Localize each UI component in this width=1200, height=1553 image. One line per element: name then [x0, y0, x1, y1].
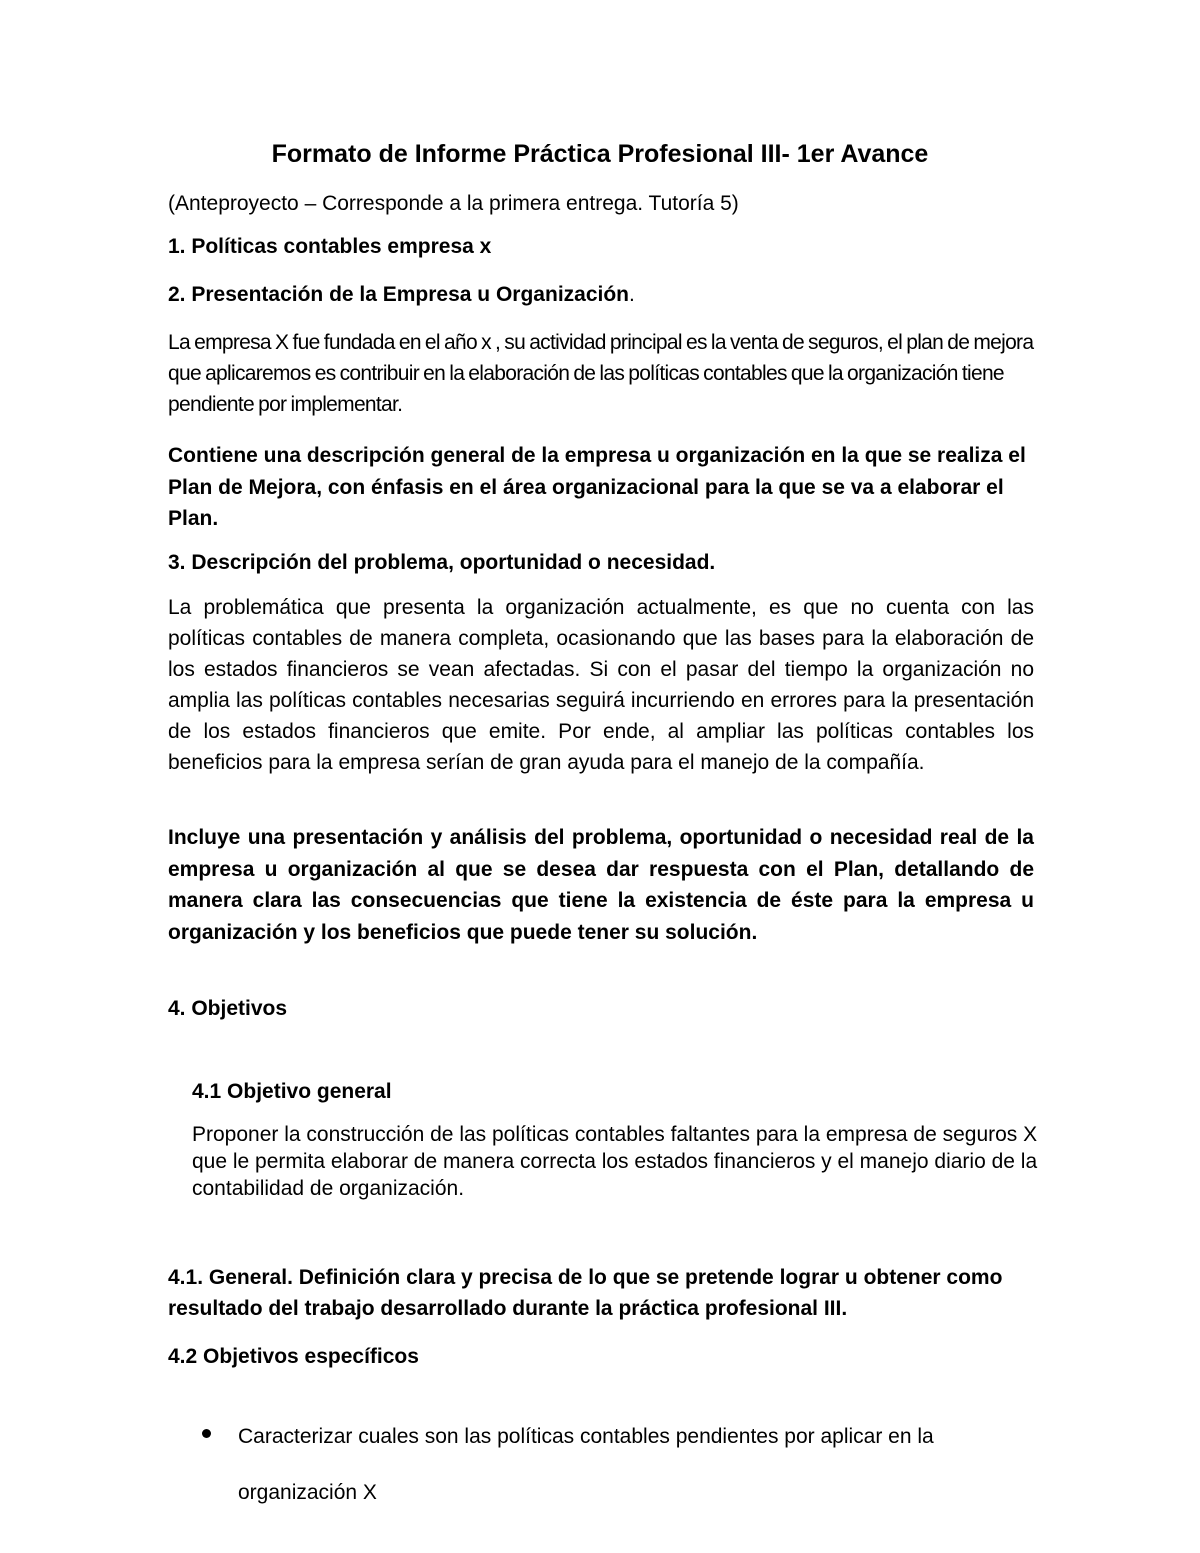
section-2-heading-line	[168, 281, 635, 309]
empresa-paragraph: La empresa X fue fundada en el año x , su actividad principal es la venta de seguros, el plan de mejora que aplicaremos es contribuir en la elaboración de las políticas contables que la organización tiene pendiente por implementar.	[168, 331, 1034, 416]
subtitle: (Anteproyecto – Corresponde a la primera entrega. Tutoría 5)	[168, 192, 739, 215]
section-4-heading: 4. Objetivos	[168, 997, 288, 1020]
incluye-instructions: Incluye una presentación y análisis del problema, oportunidad o necesidad real de la empresa u organización al que se desea dar respuesta con el Plan, detallando de manera clara las consecuencias que tiene la existencia de éste para la empresa u organización y los beneficios que puede tener su solución.	[168, 826, 1034, 944]
general-definition: 4.1. General. Definición clara y precisa de lo que se pretende lograr u obtener como resultado del trabajo desarrollado durante la práctica profesional III.	[168, 1266, 1003, 1320]
section-3-heading: 3. Descripción del problema, oportunidad o necesidad.	[168, 551, 716, 574]
objetivo-general-paragraph: Proponer la construcción de las políticas contables faltantes para la empresa de seguros X que le permita elaborar de manera correcta los estados financieros y el manejo diario de la contabilidad de organización.	[192, 1123, 1038, 1200]
section-4-2-heading: 4.2 Objetivos específicos	[168, 1345, 419, 1368]
section-4-1-heading: 4.1 Objetivo general	[192, 1080, 392, 1103]
bullet-icon	[202, 1429, 211, 1438]
problema-paragraph: La problemática que presenta la organización actualmente, es que no cuenta con las políticas contables de manera completa, ocasionando que las bases para la elaboración de los estados financieros se vean afectadas. Si con el pasar del tiempo la organización no amplia las políticas contables necesarias seguirá incurriendo en errores para la presentación de los estados financieros que emite. Por ende, al ampliar las políticas contables los beneficios para la empresa serían de gran ayuda para el manejo de la compañía.	[168, 596, 1034, 774]
section-2-heading-period: .	[629, 283, 635, 306]
section-2-heading: 2. Presentación de la Empresa u Organización	[168, 283, 629, 306]
document-title: Formato de Informe Práctica Profesional III- 1er Avance	[271, 140, 929, 168]
bullet-item-1: Caracterizar cuales son las políticas contables pendientes por aplicar en la organización X	[238, 1425, 934, 1504]
section-1-heading: 1. Políticas contables empresa x	[168, 235, 492, 258]
contiene-instructions: Contiene una descripción general de la empresa u organización en la que se realiza el Plan de Mejora, con énfasis en el área organizacional para la que se va a elaborar el Plan.	[168, 444, 1026, 530]
